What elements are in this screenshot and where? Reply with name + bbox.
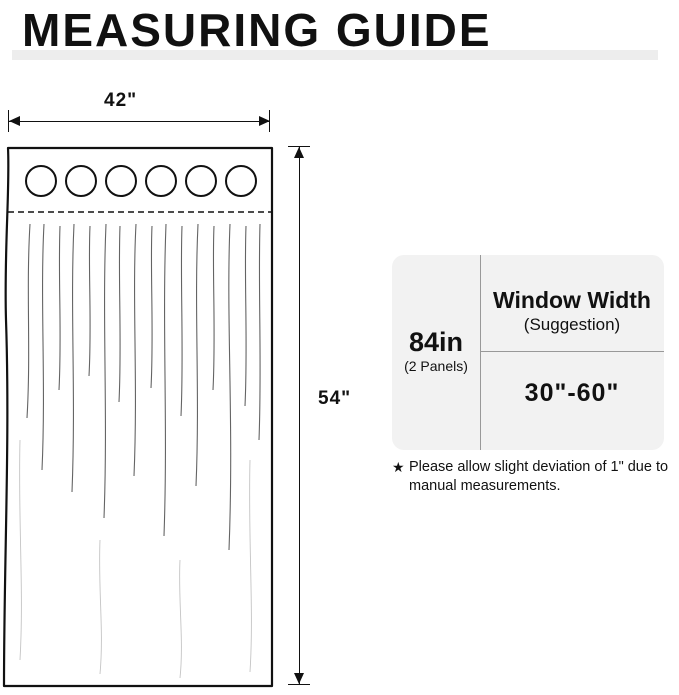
window-width-suggestion-label: (Suggestion) (523, 315, 621, 334)
width-dimension-line (8, 121, 270, 122)
arrow-up-icon (294, 147, 304, 158)
arrow-left-icon (9, 116, 20, 126)
curtain-panel-illustration (0, 140, 290, 690)
panel-size-value: 84in (408, 327, 464, 357)
window-width-title: Window Width (493, 287, 651, 313)
width-dimension-label: 42" (104, 90, 138, 111)
card-horizontal-divider (480, 351, 664, 352)
window-width-range-value: 30"-60" (524, 379, 620, 407)
arrow-right-icon (259, 116, 270, 126)
size-info-card (392, 255, 664, 450)
star-icon: ★ (392, 459, 405, 475)
deviation-note-text: Please allow slight deviation of 1" due to manual measurements. (409, 459, 669, 494)
height-dimension-label: 54" (318, 388, 352, 409)
height-dimension-line (299, 146, 300, 685)
curtain-diagram (0, 90, 352, 690)
arrow-down-icon (294, 673, 304, 684)
height-tick-bottom (288, 684, 310, 685)
panel-count-label: (2 Panels) (404, 358, 468, 374)
card-vertical-divider (480, 255, 481, 450)
page-title: MEASURING GUIDE (22, 4, 492, 56)
